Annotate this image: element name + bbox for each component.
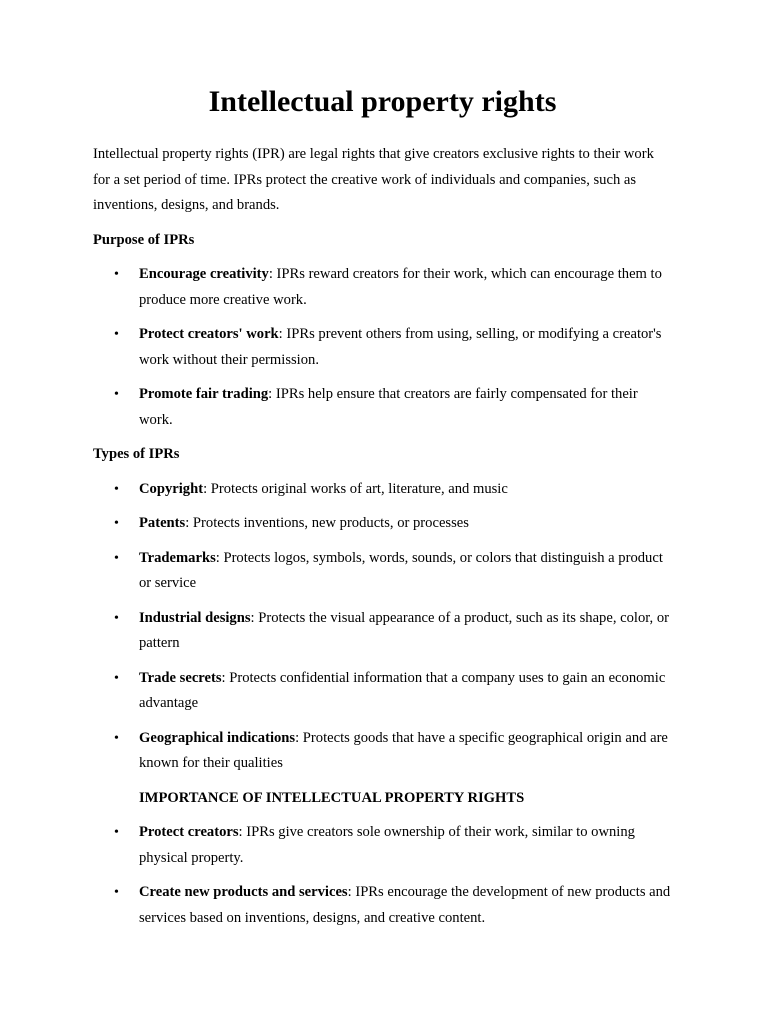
list-item bbox=[114, 382, 672, 433]
bullet-icon: • bbox=[114, 327, 119, 342]
list-item-text: : Protects logos, symbols, words, sounds, or colors that distinguish a product or service bbox=[139, 549, 663, 591]
bullet-icon: • bbox=[114, 670, 119, 686]
section-heading-importance: IMPORTANCE OF INTELLECTUAL PROPERTY RIGHTS bbox=[139, 789, 525, 806]
list-item-term: Promote fair trading bbox=[139, 386, 269, 402]
list-item-term: Protect creators bbox=[139, 824, 239, 840]
list-item-text: : Protects inventions, new products, or processes bbox=[185, 515, 469, 531]
list-item-text: : Protects original works of art, literature, and music bbox=[203, 480, 508, 497]
list-item-term: Trademarks bbox=[139, 549, 216, 566]
importance-list bbox=[93, 820, 672, 931]
list-item bbox=[114, 880, 672, 931]
list-item bbox=[114, 262, 672, 313]
list-item bbox=[114, 511, 672, 537]
bullet-icon: • bbox=[114, 267, 119, 282]
list-item-text: : IPRs reward creators for their work, which can encourage them to produce more creative work. bbox=[139, 266, 662, 308]
list-item bbox=[114, 322, 672, 373]
bullet-icon: • bbox=[114, 885, 119, 900]
bullet-icon: • bbox=[114, 550, 119, 566]
list-item-text: : IPRs prevent others from using, selling, or modifying a creator's work without their permission. bbox=[139, 326, 662, 368]
list-item bbox=[114, 477, 672, 503]
list-item-term: Industrial designs bbox=[139, 609, 251, 626]
list-item-text: : IPRs give creators sole ownership of their work, similar to owning physical property. bbox=[139, 824, 635, 866]
list-item bbox=[114, 606, 672, 657]
bullet-icon: • bbox=[114, 516, 119, 531]
list-item bbox=[114, 726, 672, 777]
list-item-term: Trade secrets bbox=[139, 669, 222, 686]
list-item-text: : Protects confidential information that a company uses to gain an economic advantage bbox=[139, 669, 666, 711]
types-list bbox=[93, 477, 672, 777]
list-item-term: Geographical indications bbox=[139, 729, 296, 746]
list-item bbox=[114, 546, 672, 597]
bullet-icon: • bbox=[114, 481, 119, 497]
bullet-icon: • bbox=[114, 610, 119, 626]
list-item-term: Copyright bbox=[139, 480, 204, 497]
bullet-icon: • bbox=[114, 387, 119, 402]
list-item-text: : IPRs encourage the development of new products and services based on inventions, designs, and creative content. bbox=[139, 884, 671, 926]
list-item bbox=[114, 820, 672, 871]
list-item-term: Create new products and services bbox=[139, 884, 348, 900]
list-item-text: : Protects the visual appearance of a product, such as its shape, color, or pattern bbox=[139, 609, 669, 651]
bullet-icon: • bbox=[114, 825, 119, 840]
list-item-term: Protect creators' work bbox=[139, 326, 279, 342]
list-item bbox=[114, 666, 672, 717]
purpose-list bbox=[93, 262, 672, 433]
bullet-icon: • bbox=[114, 730, 119, 746]
intro-paragraph: Intellectual property rights (IPR) are legal rights that give creators exclusive rights to their work for a set period of time. IPRs protect the creative work of individuals and companies, such as inventions, designs, and brands. bbox=[93, 146, 654, 213]
list-item-text: : Protects goods that have a specific geographical origin and are known for their qualities bbox=[139, 729, 668, 771]
section-heading-types: Types of IPRs bbox=[93, 446, 180, 462]
list-item-text: : IPRs help ensure that creators are fairly compensated for their work. bbox=[139, 386, 638, 428]
list-item-term: Encourage creativity bbox=[139, 266, 269, 282]
section-heading-purpose: Purpose of IPRs bbox=[93, 231, 195, 248]
page-title: Intellectual property rights bbox=[208, 85, 557, 118]
list-item-term: Patents bbox=[139, 515, 186, 531]
